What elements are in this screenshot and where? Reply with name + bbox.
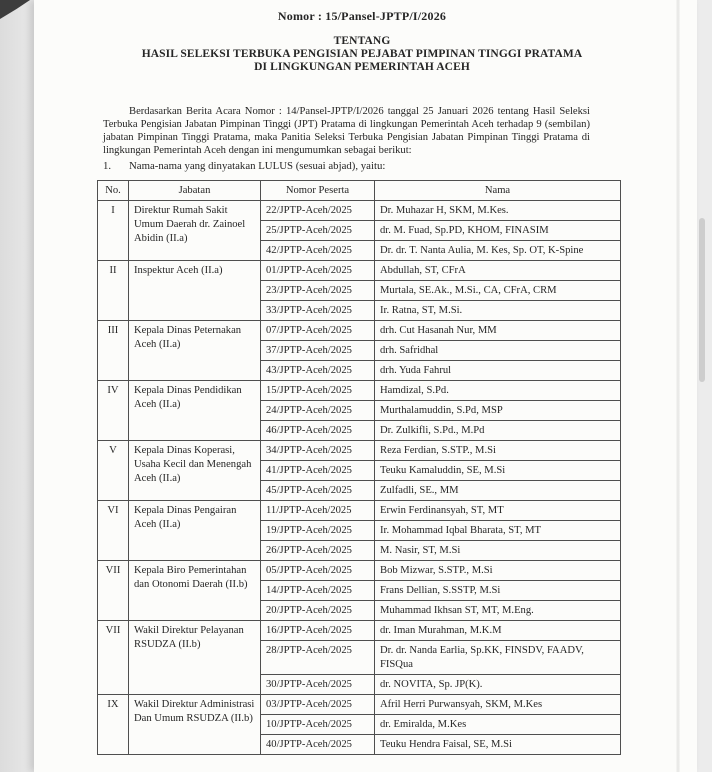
participant-number-cell: 03/JPTP-Aceh/2025 bbox=[261, 695, 375, 715]
name-cell: Dr. Muhazar H, SKM, M.Kes. bbox=[375, 201, 621, 221]
table-row bbox=[98, 561, 621, 581]
participant-number-cell: 42/JPTP-Aceh/2025 bbox=[261, 241, 375, 261]
participant-number-cell: 07/JPTP-Aceh/2025 bbox=[261, 321, 375, 341]
name-cell: Bob Mizwar, S.STP., M.Si bbox=[375, 561, 621, 581]
participant-number-cell: 19/JPTP-Aceh/2025 bbox=[261, 521, 375, 541]
col-header-nomor-peserta: Nomor Peserta bbox=[261, 181, 375, 201]
row-number-cell: IX bbox=[98, 695, 129, 755]
name-cell: Abdullah, ST, CFrA bbox=[375, 261, 621, 281]
document-content bbox=[97, 0, 627, 755]
participant-number-cell: 46/JPTP-Aceh/2025 bbox=[261, 421, 375, 441]
row-number-cell: I bbox=[98, 201, 129, 261]
position-cell: Wakil Direktur Pelayanan RSUDZA (II.b) bbox=[129, 621, 261, 695]
position-cell: Inspektur Aceh (II.a) bbox=[129, 261, 261, 321]
name-cell: Afril Herri Purwansyah, SKM, M.Kes bbox=[375, 695, 621, 715]
row-number-cell: IV bbox=[98, 381, 129, 441]
list-text: Nama-nama yang dinyatakan LULUS (sesuai abjad), yaitu: bbox=[129, 160, 386, 172]
col-header-nama: Nama bbox=[375, 181, 621, 201]
name-cell: dr. Emiralda, M.Kes bbox=[375, 715, 621, 735]
list-item-1 bbox=[103, 160, 627, 173]
table-row bbox=[98, 261, 621, 281]
participant-number-cell: 23/JPTP-Aceh/2025 bbox=[261, 281, 375, 301]
col-header-no: No. bbox=[98, 181, 129, 201]
position-cell: Wakil Direktur Administrasi Dan Umum RSUDZA (II.b) bbox=[129, 695, 261, 755]
name-cell: Teuku Kamaluddin, SE, M.Si bbox=[375, 461, 621, 481]
participant-number-cell: 22/JPTP-Aceh/2025 bbox=[261, 201, 375, 221]
row-number-cell: VII bbox=[98, 561, 129, 621]
participant-number-cell: 30/JPTP-Aceh/2025 bbox=[261, 675, 375, 695]
page-crease bbox=[676, 0, 680, 772]
col-header-jabatan: Jabatan bbox=[129, 181, 261, 201]
photo-corner-shadow bbox=[0, 0, 30, 20]
name-cell: Erwin Ferdinansyah, ST, MT bbox=[375, 501, 621, 521]
name-cell: drh. Cut Hasanah Nur, MM bbox=[375, 321, 621, 341]
row-number-cell: V bbox=[98, 441, 129, 501]
list-number: 1. bbox=[103, 160, 112, 172]
results-table-body bbox=[98, 201, 621, 755]
name-cell: Ir. Ratna, ST, M.Si. bbox=[375, 301, 621, 321]
tentang-label: TENTANG bbox=[333, 35, 391, 47]
document-number: Nomor : 15/Pansel-JPTP/I/2026 bbox=[277, 9, 447, 23]
name-cell: Reza Ferdian, S.STP., M.Si bbox=[375, 441, 621, 461]
scrollbar-thumb[interactable] bbox=[699, 218, 705, 382]
name-cell: M. Nasir, ST, M.Si bbox=[375, 541, 621, 561]
participant-number-cell: 26/JPTP-Aceh/2025 bbox=[261, 541, 375, 561]
table-row bbox=[98, 621, 621, 641]
row-number-cell: II bbox=[98, 261, 129, 321]
name-cell: dr. M. Fuad, Sp.PD, KHOM, FINASIM bbox=[375, 221, 621, 241]
name-cell: Teuku Hendra Faisal, SE, M.Si bbox=[375, 735, 621, 755]
name-cell: Muhammad Ikhsan ST, MT, M.Eng. bbox=[375, 601, 621, 621]
participant-number-cell: 40/JPTP-Aceh/2025 bbox=[261, 735, 375, 755]
position-cell: Direktur Rumah Sakit Umum Daerah dr. Zainoel Abidin (II.a) bbox=[129, 201, 261, 261]
table-row bbox=[98, 321, 621, 341]
participant-number-cell: 24/JPTP-Aceh/2025 bbox=[261, 401, 375, 421]
name-cell: Murthalamuddin, S.Pd, MSP bbox=[375, 401, 621, 421]
table-row bbox=[98, 441, 621, 461]
participant-number-cell: 20/JPTP-Aceh/2025 bbox=[261, 601, 375, 621]
row-number-cell: VII bbox=[98, 621, 129, 695]
name-cell: Dr. dr. T. Nanta Aulia, M. Kes, Sp. OT, K-Spine bbox=[375, 241, 621, 261]
participant-number-cell: 25/JPTP-Aceh/2025 bbox=[261, 221, 375, 241]
table-row bbox=[98, 501, 621, 521]
position-cell: Kepala Dinas Peternakan Aceh (II.a) bbox=[129, 321, 261, 381]
position-cell: Kepala Dinas Pengairan Aceh (II.a) bbox=[129, 501, 261, 561]
name-cell: Murtala, SE.Ak., M.Si., CA, CFrA, CRM bbox=[375, 281, 621, 301]
name-cell: drh. Safridhal bbox=[375, 341, 621, 361]
name-cell: Hamdizal, S.Pd. bbox=[375, 381, 621, 401]
document-title-line1: HASIL SELEKSI TERBUKA PENGISIAN PEJABAT PIMPINAN TINGGI PRATAMA bbox=[141, 48, 583, 60]
position-cell: Kepala Dinas Pendidikan Aceh (II.a) bbox=[129, 381, 261, 441]
participant-number-cell: 10/JPTP-Aceh/2025 bbox=[261, 715, 375, 735]
participant-number-cell: 33/JPTP-Aceh/2025 bbox=[261, 301, 375, 321]
table-row bbox=[98, 201, 621, 221]
name-cell: Dr. Zulkifli, S.Pd., M.Pd bbox=[375, 421, 621, 441]
participant-number-cell: 05/JPTP-Aceh/2025 bbox=[261, 561, 375, 581]
participant-number-cell: 28/JPTP-Aceh/2025 bbox=[261, 641, 375, 675]
participant-number-cell: 37/JPTP-Aceh/2025 bbox=[261, 341, 375, 361]
name-cell: dr. NOVITA, Sp. JP(K). bbox=[375, 675, 621, 695]
participant-number-cell: 11/JPTP-Aceh/2025 bbox=[261, 501, 375, 521]
document-page bbox=[34, 0, 697, 772]
row-number-cell: VI bbox=[98, 501, 129, 561]
name-cell: Frans Dellian, S.SSTP, M.Si bbox=[375, 581, 621, 601]
participant-number-cell: 34/JPTP-Aceh/2025 bbox=[261, 441, 375, 461]
participant-number-cell: 41/JPTP-Aceh/2025 bbox=[261, 461, 375, 481]
participant-number-cell: 16/JPTP-Aceh/2025 bbox=[261, 621, 375, 641]
table-header-row bbox=[98, 181, 621, 201]
participant-number-cell: 43/JPTP-Aceh/2025 bbox=[261, 361, 375, 381]
participant-number-cell: 01/JPTP-Aceh/2025 bbox=[261, 261, 375, 281]
participant-number-cell: 15/JPTP-Aceh/2025 bbox=[261, 381, 375, 401]
opening-paragraph: Berdasarkan Berita Acara Nomor : 14/Pansel-JPTP/I/2026 tanggal 25 Januari 2026 tentang Hasil Seleksi Terbuka Pengisian Jabatan Pimpinan Tinggi (JPT) Pratama di lingkungan Pemerintah Aceh terhadap 9 (sembilan) jabatan Pimpinan Tinggi Pratama, maka Panitia Seleksi Terbuka Pengisian Jabatan Pimpinan Tinggi Pratama di lingkungan Pemerintah Aceh dengan ini mengumumkan sebagai berikut: bbox=[103, 106, 590, 156]
name-cell: dr. Iman Murahman, M.K.M bbox=[375, 621, 621, 641]
name-cell: Dr. dr. Nanda Earlia, Sp.KK, FINSDV, FAADV, FISQua bbox=[375, 641, 621, 675]
name-cell: Zulfadli, SE., MM bbox=[375, 481, 621, 501]
table-row bbox=[98, 381, 621, 401]
row-number-cell: III bbox=[98, 321, 129, 381]
participant-number-cell: 14/JPTP-Aceh/2025 bbox=[261, 581, 375, 601]
results-table bbox=[97, 180, 621, 755]
name-cell: drh. Yuda Fahrul bbox=[375, 361, 621, 381]
position-cell: Kepala Biro Pemerintahan dan Otonomi Daerah (II.b) bbox=[129, 561, 261, 621]
document-title-line2: DI LINGKUNGAN PEMERINTAH ACEH bbox=[254, 61, 470, 73]
participant-number-cell: 45/JPTP-Aceh/2025 bbox=[261, 481, 375, 501]
table-row bbox=[98, 695, 621, 715]
position-cell: Kepala Dinas Koperasi, Usaha Kecil dan Menengah Aceh (II.a) bbox=[129, 441, 261, 501]
name-cell: Ir. Mohammad Iqbal Bharata, ST, MT bbox=[375, 521, 621, 541]
